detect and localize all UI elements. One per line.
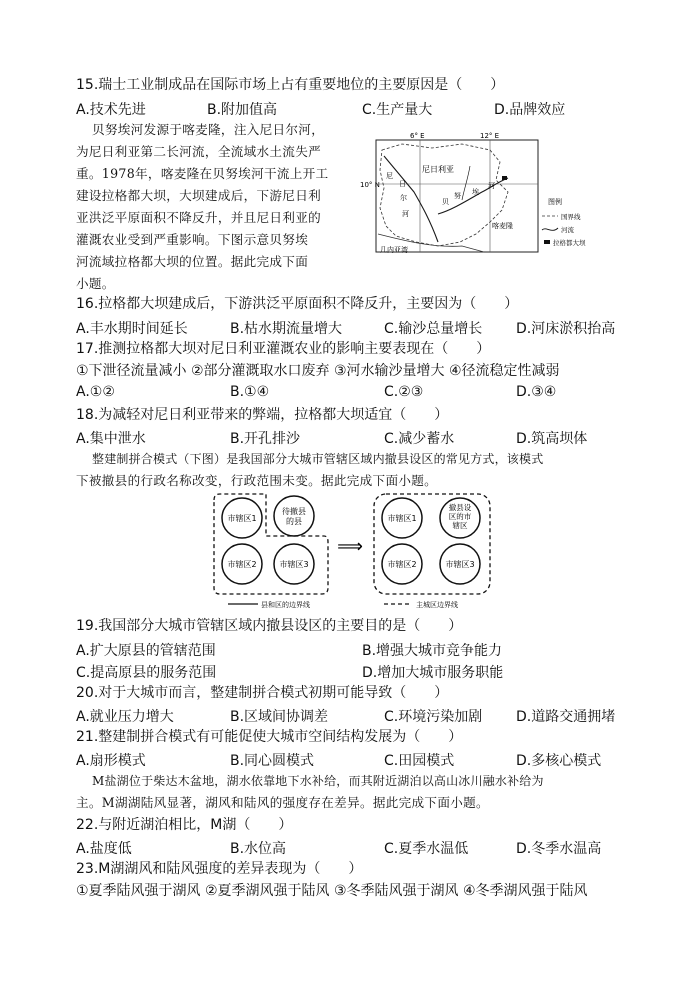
q22-option-a: A.盐度低 xyxy=(76,841,132,857)
niger-passage-line-7: 河流域拉格都大坝的位置。据此完成下面 xyxy=(76,254,309,269)
merge-passage-line-1: 整建制拼合模式（下图）是我国部分大城市管辖区域内撤县设区的常见方式，该模式 xyxy=(92,452,544,466)
niger-passage-line-4: 建设拉格都大坝，大坝建成后，下游尼日利 xyxy=(76,188,321,203)
q15-option-c: C.生产量大 xyxy=(362,102,433,118)
map-legend-title: 图例 xyxy=(548,198,562,206)
q19-option-b: B.增强大城市竞争能力 xyxy=(362,643,503,659)
q21-option-d: D.多核心模式 xyxy=(516,753,602,769)
lake-passage-line-1: M盐湖位于柴达木盆地，湖水依靠地下水补给，而其附近湖泊以高山冰川融水补给为 xyxy=(92,774,544,788)
q20-option-b: B.区域间协调差 xyxy=(230,709,329,725)
right-new-district-label-2: 区的市 xyxy=(448,512,472,521)
legend-county-line-label: 县和区的边界线 xyxy=(261,601,310,609)
right-new-district-label-3: 辖区 xyxy=(452,521,468,530)
niger-passage-line-8: 小题。 xyxy=(76,276,115,291)
q18-option-a: A.集中泄水 xyxy=(76,431,146,447)
niger-passage-line-5: 亚洪泛平原面积不降反升，并且尼日利亚的 xyxy=(76,210,321,225)
q19-stem: 19.我国部分大城市管辖区域内撤县设区的主要目的是（ ） xyxy=(76,618,463,634)
map-tributary-river xyxy=(462,166,470,200)
q17-statements: ①下泄径流量减小 ②部分灌溉取水口废弃 ③河水输沙量增大 ④径流稳定性减弱 xyxy=(76,363,560,379)
q19-option-d: D.增加大城市服务职能 xyxy=(362,665,504,681)
map-river-char-6: 努 xyxy=(454,192,461,200)
left-county-label-1: 待撤县 xyxy=(282,507,306,516)
q23-statements: ①夏季陆风强于湖风 ②夏季湖风强于陆风 ③冬季陆风强于湖风 ④冬季湖风强于陆风 xyxy=(76,883,588,899)
right-district-1-label: 市辖区1 xyxy=(387,514,417,523)
map-label-nigeria: 尼日利亚 xyxy=(422,165,454,174)
right-district-2-label: 市辖区2 xyxy=(387,560,417,569)
q18-stem: 18.为减轻对尼日利亚带来的弊端，拉格都大坝适宜（ ） xyxy=(76,407,449,423)
q18-option-d: D.筑高坝体 xyxy=(516,431,588,447)
q19-option-a: A.扩大原县的管辖范围 xyxy=(76,643,216,659)
map-river-char-5: 贝 xyxy=(442,198,449,206)
q21-option-c: C.田园模式 xyxy=(384,753,455,769)
map-river-char-1: 尼 xyxy=(386,172,393,180)
lake-passage-line-2: 主。M湖湖陆风显著，湖风和陆风的强度存在差异。据此完成下面小题。 xyxy=(76,795,489,810)
q21-stem: 21.整建制拼合模式有可能促使大城市空间结构发展为（ ） xyxy=(76,729,463,745)
q17-stem: 17.推测拉格都大坝对尼日利亚灌溉农业的影响主要表现在（ ） xyxy=(76,341,491,357)
q20-stem: 20.对于大城市而言，整建制拼合模式初期可能导致（ ） xyxy=(76,685,449,701)
q20-option-c: C.环境污染加剧 xyxy=(384,709,483,725)
map-legend-border: 国界线 xyxy=(561,213,581,221)
map-river-char-3: 尔 xyxy=(400,194,407,202)
map-river-char-8: 河 xyxy=(488,182,495,190)
transform-arrow: ⟹ xyxy=(337,536,363,557)
niger-passage-line-2: 为尼日利亚第二长河流，全流域水土流失严 xyxy=(76,144,321,159)
left-district-1-label: 市辖区1 xyxy=(227,514,257,523)
map-river-char-2: 日 xyxy=(399,180,406,188)
q16-stem: 16.拉格都大坝建成后，下游洪泛平原面积不降反升，主要因为（ ） xyxy=(76,296,519,312)
q15-option-a: A.技术先进 xyxy=(76,102,146,118)
left-district-2-label: 市辖区2 xyxy=(227,560,257,569)
niger-passage-line-3: 重。1978年，喀麦隆在贝努埃河干流上开工 xyxy=(76,166,329,181)
map-lon-12: 12° E xyxy=(480,132,500,140)
q19-option-c: C.提高原县的服务范围 xyxy=(76,665,217,681)
map-legend-river: 河流 xyxy=(561,226,574,234)
left-district-3-label: 市辖区3 xyxy=(279,560,309,569)
legend-main-line-label: 主城区边界线 xyxy=(416,601,458,609)
left-county-circle xyxy=(274,496,314,536)
q22-option-c: C.夏季水温低 xyxy=(384,841,469,857)
map-legend-dam: 拉格都大坝 xyxy=(553,239,586,247)
map-lon-6: 6° E xyxy=(410,132,425,140)
merge-model-diagram xyxy=(208,492,498,610)
q18-option-b: B.开孔排沙 xyxy=(230,431,301,447)
q15-option-d: D.品牌效应 xyxy=(494,102,566,118)
q17-option-c: C.②③ xyxy=(384,384,424,400)
q22-stem: 22.与附近湖泊相比，M湖（ ） xyxy=(76,817,293,833)
q17-option-d: D.③④ xyxy=(516,384,557,400)
q16-option-b: B.枯水期流量增大 xyxy=(230,321,343,337)
q15-option-b: B.附加值高 xyxy=(207,102,278,118)
niger-passage-line-6: 灌溉农业受到严重影响。下图示意贝努埃 xyxy=(76,232,309,247)
q16-option-d: D.河床淤积抬高 xyxy=(516,321,616,337)
q15-stem: 15.瑞士工业制成品在国际市场上占有重要地位的主要原因是（ ） xyxy=(76,77,505,93)
left-main-boundary xyxy=(214,494,328,594)
q21-option-b: B.同心圆模式 xyxy=(230,753,315,769)
map-legend-dam-swatch xyxy=(544,240,550,244)
q21-option-a: A.扇形模式 xyxy=(76,753,146,769)
map-river-char-7: 埃 xyxy=(472,188,479,196)
niger-passage-line-1: 贝努埃河发源于喀麦隆，注入尼日尔河， xyxy=(92,122,325,137)
benue-dam-map xyxy=(360,130,612,256)
q22-option-b: B.水位高 xyxy=(230,841,287,857)
q17-option-b: B.①④ xyxy=(230,384,270,400)
map-river-char-4: 河 xyxy=(402,210,409,218)
right-new-district-label-1: 撤县设 xyxy=(448,503,472,512)
map-label-cameroon: 喀麦隆 xyxy=(492,222,513,230)
q20-option-d: D.道路交通拥堵 xyxy=(516,709,616,725)
map-benue-river xyxy=(438,178,508,214)
q18-option-c: C.减少蓄水 xyxy=(384,431,455,447)
q17-option-a: A.①② xyxy=(76,384,115,400)
q20-option-a: A.就业压力增大 xyxy=(76,709,174,725)
q23-stem: 23.M湖湖风和陆风强度的差异表现为（ ） xyxy=(76,861,363,877)
map-dam-marker xyxy=(502,176,507,180)
left-county-label-2: 的县 xyxy=(286,517,302,526)
map-legend-river-swatch xyxy=(542,228,558,230)
merge-passage-line-2: 下被撤县的行政名称改变，行政范围未变。据此完成下面小题。 xyxy=(76,473,438,488)
map-lat-10: 10° N xyxy=(360,181,380,189)
right-district-3-label: 市辖区3 xyxy=(445,560,475,569)
q22-option-d: D.冬季水温高 xyxy=(516,841,602,857)
q16-option-a: A.丰水期时间延长 xyxy=(76,321,188,337)
q16-option-c: C.输沙总量增长 xyxy=(384,321,483,337)
map-label-guinea: 几内亚湾 xyxy=(380,246,408,254)
